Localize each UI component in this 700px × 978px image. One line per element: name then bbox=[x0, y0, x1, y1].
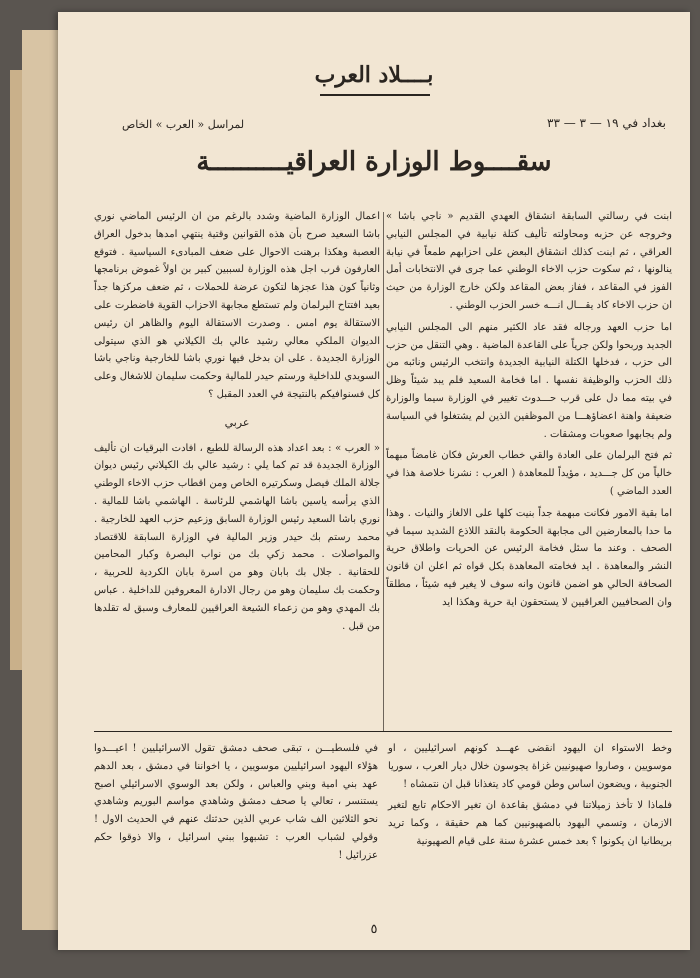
paragraph: اعمال الوزارة الماضية وشدد بالرغم من ان الرئيس الماضي نوري باشا السعيد صرح بأن هذه القوانين وقتية ينتهي امدها بدخول العراق العصبة وهكذا برهنت الاحوال على ضعف المبادىء السياسية . فتوقع العارفون قرب اجل هذه الوزارة لسببين كبير بن اولاً غموض برنامجها وثانياً كون هذا عجزها لتكون عرضة للحملات ، ثم ضعف مركزها جداً بعيد افتتاح البرلمان ولم تستطع مجابهة الاحزاب القوية فاضطرت على الاستقالة يوم امس . وصدرت الاستقالة اليوم والظاهر ان رئيس الديوان الملكي معالي رشيد عالي بك الكيلاني هو الذي سيتولى الوزارة الجديدة . على ان بدخل فيها نوري باشا للخارجية وناجي باشا السويدي للداخلية ورستم حيدر للمالية وحكمت سليمان للاشغال وعلى كل فسنوافيكم بالنتيجة في العدد المقبل ؟ bbox=[94, 211, 380, 400]
article-headline: سقــــوط الوزارة العراقيــــــــــة bbox=[196, 147, 552, 177]
paragraph: فلماذا لا تأخذ زميلاتنا في دمشق بقاعدة ان تغير الاحكام تابع لتغير الازمان ، وتسمي اليهود بالصهيونيين كما هم حقيقة ، وكما تريد بريطانيا ان يكونوا ؟ بعد خمس عشرة سنة على قيام الصهيونية bbox=[388, 800, 672, 847]
paragraph: في فلسطيـــن ، تبقى صحف دمشق تقول الاسرائيليين ! اعيـــدوا هؤلاء اليهود اسرائيليين موسويين ، يا اخواننا في دمشق ، بعد الدهم عهد بني امية وبني والعباس ، ولكن بعد الوسوي الاسرائيلي اصبح يستنسر ، تعالي يا صحف دمشق وشاهدي مواسم البوريم وشاهدي نحو الثلاثين الف شاب عربي الذين حدثتك عنهم في الحديث الاول ! وقولي لشباب العرب : تشبهوا ببني اسرائيل ، والا ذوقوا حكم عزرائيل ! bbox=[94, 743, 378, 861]
editor-note-paragraph: « العرب » : بعد اعداد هذه الرسالة للطبع ، افادت البرقيات ان تأليف الوزارة الجديدة قد تم كما يلي : رشيد عالي بك الكيلاني رئيس ديوان جلالة الملك فيصل وسكرتيره الخاص ومن اقطاب حزب الاخاء الوطني الذي يرأسه ياسين باشا الهاشمي للرئاسة . الهاشمي باشا للمالية . نوري باشا السعيد رئيس الوزارة السابق وزعيم حزب العهد للخارجية . محمد رستم بك حيدر وزير المالية في الوزارة السابقة للاقتصاد والمواصلات . محمد زكي بك من نواب البصرة وكبار المحامين للحقانية . جلال بك بابان وهو من اسرة بابان الكردية للحربية ، وحكمت بك سليمان وهو من رجال الادارة المعروفين للداخلية . عباس بك المهدي وهو من زعماء الشيعة العراقيين للمعارف وسبق له تقلدها من قبل . bbox=[94, 442, 380, 632]
article-column-left bbox=[94, 208, 380, 639]
paragraph: اما بقية الامور فكانت مبهمة جداً بنيت كلها على الالغاز والنيات . وهذا ما حدا بالمعارضين الى مجابهة الحكومة بالنقد اللاذع الشديد سيما في الصحف . وعند ما سئل فخامة الرئيس عن الحريات واطلاق حرية النشر والمعاهدة . ايد فخامته المعاهدة بكل قواه ثم اعلن ان قانون الصحافة الحالي هو اضمن قانون وانه سوف لا يغير فيه شيئاً ، مطلقاً وان الصحافيين العراقيين لا يستحقون اية حرية وهكذا ايد bbox=[386, 507, 672, 608]
paragraph: ثم فتح البرلمان على العادة والقي خطاب العرش فكان غامضاً مبهماً خالياً من كل جـــديد ، مؤيداً للمعاهدة ( العرب : نشرنا خلاصة هذا في العدد الماضي ) bbox=[386, 450, 672, 497]
bottom-article-column-left bbox=[94, 740, 378, 869]
bottom-article-column-right bbox=[388, 740, 672, 855]
article-column-right bbox=[386, 208, 672, 616]
column-divider bbox=[383, 212, 384, 732]
correspondent-credit: لمراسل « العرب » الخاص bbox=[122, 118, 245, 131]
section-masthead: بــــلاد العرب bbox=[314, 62, 434, 88]
dateline: بغداد في ١٩ — ٣ — ٣٣ bbox=[547, 116, 666, 130]
author-signature: عربي bbox=[224, 415, 250, 429]
masthead-underline bbox=[320, 94, 430, 96]
section-divider bbox=[94, 731, 672, 732]
paragraph: ابنت في رسالتي السابقة انشقاق العهدي القديم « ناجي باشا » وخروجه عن حزبه ومحاولته تأليف كتلة نيابية في المجلس النيابي العراقي ، ثم ابنت كذلك انشقاق البعض على احزابهم طمعاً في نيابة ينالونها ، ثم سكوت حزب الاخاء الوطني عما جرى في الانتخابات أمل الفوز في المقاعد ، ففاز بعض المقاعد ولكن خارج الوزارة من حيث ان حزب الاخاء كاد يقـــال انـــه خسر الحزب الوطني . bbox=[386, 211, 672, 311]
magazine-page bbox=[58, 12, 690, 950]
paragraph: اما حزب العهد ورجاله فقد عاد الكثير منهم الى المجلس النيابي الجديد وربحوا ولكن جرياً على القاعدة الماضية . وهي التنقل من حزب الى حزب ، فدخلها الكتلة النيابية الجديدة وانتخب الرئيس ونائبه من ذلك الحزب والوظيفة نفسها . اما فخامة السعيد فلم يبد شيئاً وظل في بيته مما دل على قرب حـــدوث تغيير في الوزارة سيما والوزارة ضعيفة واهنة اعضاؤهـــا من الموظفين الذين لم يشتغلوا في السياسة ولم يجابهوا صعوبات ومشقات . bbox=[386, 321, 672, 440]
page-number: ٥ bbox=[370, 922, 378, 937]
paragraph: وخط الاستواء ان اليهود انقضى عهـــد كونهم اسرائيليين ، او موسويين ، وصاروا صهيونيين غزاة يجوسون خلال ديار العرب ، سوريا الجنوبية ، ويضعون اساس وطن قومي كاد يتغذانا قبل ان نتمشاه ! bbox=[388, 743, 672, 790]
